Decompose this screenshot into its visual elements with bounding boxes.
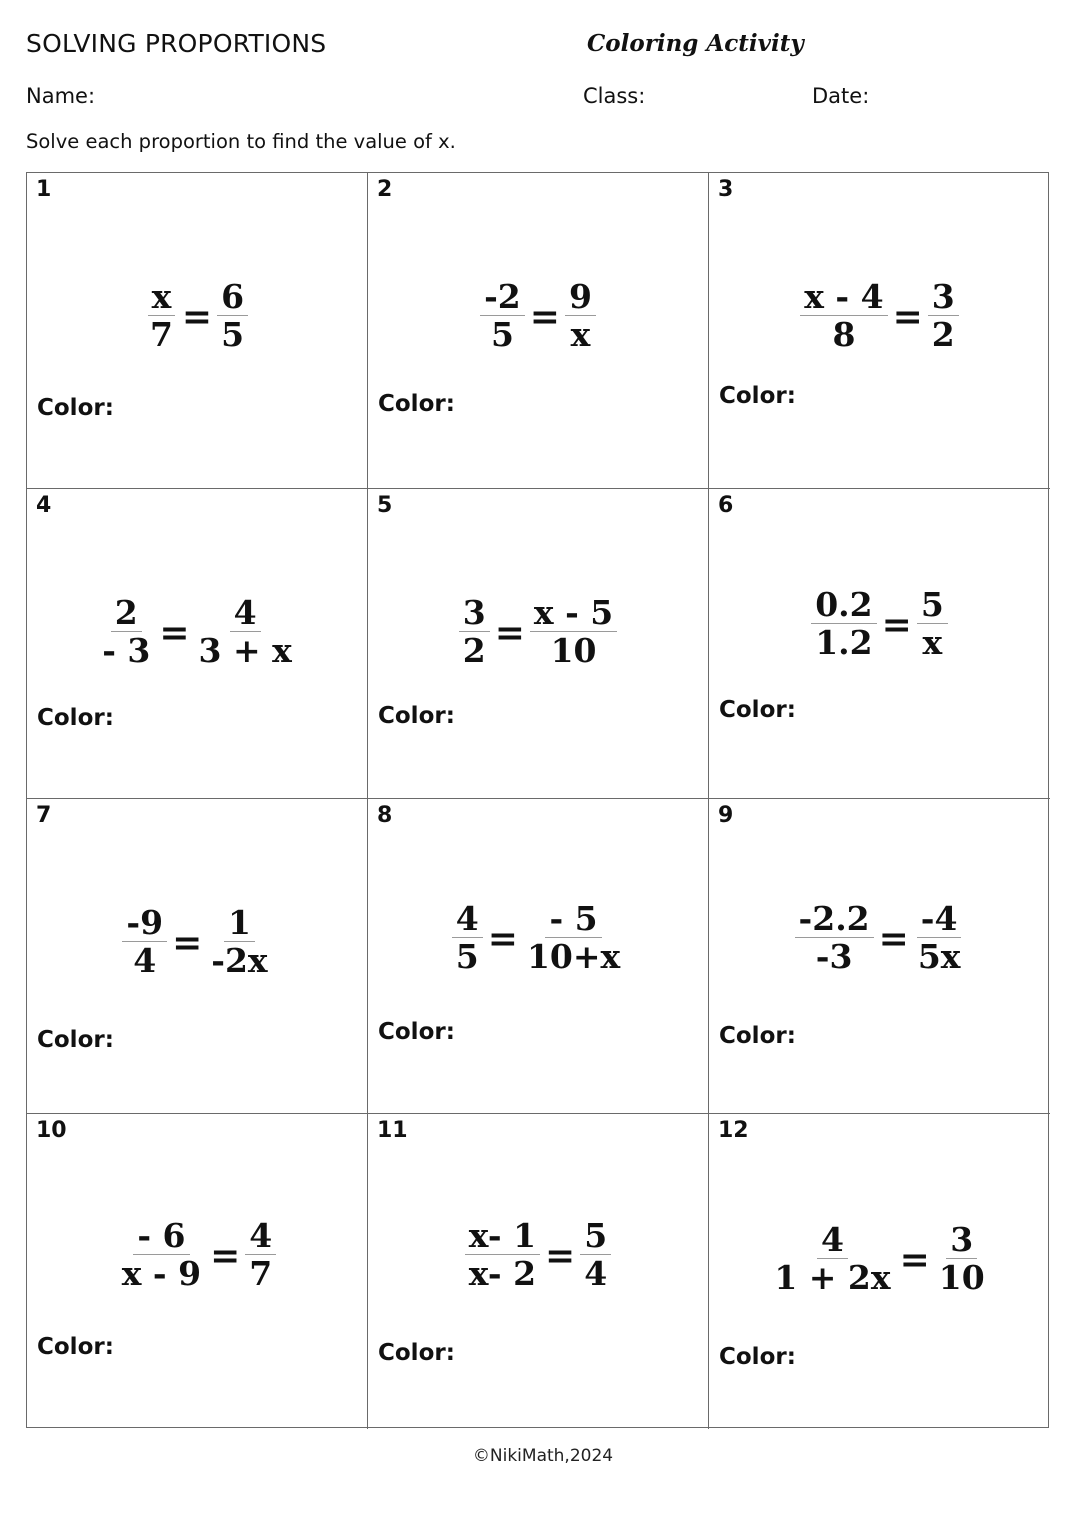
right-denominator: 4 — [584, 1254, 608, 1293]
color-label: Color: — [378, 703, 455, 729]
right-numerator: 3 — [946, 1222, 977, 1259]
left-denominator: -3 — [815, 937, 853, 976]
problem-number: 8 — [377, 803, 393, 828]
equals-sign: = — [172, 921, 203, 964]
left-denominator: 7 — [149, 315, 173, 354]
name-field-label: Name: — [26, 84, 96, 108]
equals-sign: = — [181, 295, 213, 338]
problem-cell — [368, 1114, 709, 1429]
right-denominator: 7 — [249, 1254, 273, 1293]
right-numerator: 5 — [580, 1218, 611, 1255]
problem-number: 3 — [718, 177, 734, 202]
proportion-equation — [709, 901, 1050, 976]
color-label: Color: — [37, 705, 114, 731]
problem-cell — [709, 799, 1050, 1114]
right-denominator: 2 — [931, 315, 955, 354]
color-label: Color: — [37, 1027, 114, 1053]
proportion-equation — [27, 595, 367, 670]
left-denominator: - 3 — [102, 631, 151, 670]
right-numerator: -4 — [917, 901, 962, 938]
right-denominator: -2x — [211, 941, 268, 980]
equals-sign: = — [899, 1238, 930, 1281]
left-denominator: 4 — [133, 941, 157, 980]
copyright-footer: ©NikiMath,2024 — [472, 1446, 614, 1466]
left-denominator: 5 — [455, 937, 479, 976]
right-numerator: - 5 — [545, 901, 601, 938]
left-numerator: -2 — [480, 279, 525, 316]
proportion-equation — [368, 1218, 708, 1293]
left-numerator: x- 1 — [465, 1218, 540, 1255]
problem-cell — [709, 489, 1050, 799]
equals-sign: = — [545, 1234, 576, 1277]
right-numerator: 4 — [230, 595, 261, 632]
right-denominator: x — [922, 623, 943, 662]
right-denominator: 5 — [221, 315, 245, 354]
proportion-equation — [27, 905, 367, 980]
problem-number: 4 — [36, 493, 52, 518]
problem-cell — [27, 799, 368, 1114]
left-numerator: 2 — [111, 595, 142, 632]
instructions: Solve each proportion to find the value of x. — [26, 130, 456, 153]
left-denominator: 1.2 — [815, 623, 873, 662]
problem-number: 7 — [36, 803, 52, 828]
proportion-equation — [709, 1222, 1050, 1297]
problem-cell — [368, 173, 709, 489]
proportion-equation — [368, 901, 708, 976]
class-field-label: Class: — [583, 84, 646, 108]
right-numerator: 6 — [217, 279, 248, 316]
right-denominator: 10 — [938, 1258, 985, 1297]
left-numerator: - 6 — [133, 1218, 189, 1255]
left-numerator: 4 — [452, 901, 483, 938]
proportion-equation — [27, 1218, 367, 1293]
problem-number: 2 — [377, 177, 393, 202]
proportion-equation — [709, 587, 1050, 662]
color-label: Color: — [719, 383, 796, 409]
color-label: Color: — [719, 697, 796, 723]
proportion-equation — [368, 595, 708, 670]
color-label: Color: — [378, 391, 455, 417]
left-denominator: 8 — [832, 315, 856, 354]
equals-sign: = — [159, 611, 190, 654]
equals-sign: = — [487, 917, 518, 960]
left-numerator: 3 — [459, 595, 490, 632]
equals-sign: = — [878, 917, 909, 960]
right-numerator: 5 — [917, 587, 948, 624]
problem-number: 10 — [36, 1118, 67, 1143]
color-label: Color: — [37, 395, 114, 421]
equals-sign: = — [892, 295, 923, 338]
equals-sign: = — [210, 1234, 241, 1277]
proportion-equation — [368, 279, 708, 354]
problem-cell — [368, 489, 709, 799]
equals-sign: = — [529, 295, 560, 338]
left-numerator: 4 — [817, 1222, 848, 1259]
right-numerator: 9 — [565, 279, 596, 316]
right-denominator: 10 — [550, 631, 597, 670]
right-numerator: x - 5 — [530, 595, 617, 632]
right-denominator: 5x — [917, 937, 961, 976]
problem-number: 1 — [36, 177, 52, 202]
right-denominator: 10+x — [526, 937, 621, 976]
problem-cell — [368, 799, 709, 1114]
problem-cell — [27, 173, 368, 489]
left-denominator: x- 2 — [468, 1254, 537, 1293]
left-numerator: -9 — [122, 905, 167, 942]
proportion-equation — [709, 279, 1050, 354]
right-numerator: 4 — [245, 1218, 276, 1255]
color-label: Color: — [719, 1023, 796, 1049]
problem-cell — [709, 173, 1050, 489]
equals-sign: = — [494, 611, 525, 654]
left-numerator: x - 4 — [800, 279, 887, 316]
color-label: Color: — [378, 1340, 455, 1366]
left-numerator: 0.2 — [811, 587, 876, 624]
equals-sign: = — [881, 603, 912, 646]
left-numerator: x — [148, 279, 176, 316]
problem-number: 12 — [718, 1118, 749, 1143]
proportion-equation — [27, 279, 367, 354]
date-field-label: Date: — [812, 84, 870, 108]
activity-subtitle: Coloring Activity — [587, 30, 804, 57]
problem-cell — [27, 489, 368, 799]
problem-cell — [27, 1114, 368, 1429]
problem-number: 11 — [377, 1118, 408, 1143]
problem-number: 6 — [718, 493, 734, 518]
left-numerator: -2.2 — [795, 901, 874, 938]
color-label: Color: — [378, 1019, 455, 1045]
problem-grid — [26, 172, 1049, 1428]
color-label: Color: — [719, 1344, 796, 1370]
left-denominator: 1 + 2x — [774, 1258, 891, 1297]
right-denominator: x — [570, 315, 591, 354]
right-denominator: 3 + x — [198, 631, 292, 670]
left-denominator: 2 — [462, 631, 486, 670]
right-numerator: 3 — [928, 279, 959, 316]
problem-number: 9 — [718, 803, 734, 828]
left-denominator: x - 9 — [121, 1254, 202, 1293]
page-title: SOLVING PROPORTIONS — [26, 29, 327, 58]
color-label: Color: — [37, 1334, 114, 1360]
problem-number: 5 — [377, 493, 393, 518]
left-denominator: 5 — [490, 315, 514, 354]
right-numerator: 1 — [224, 905, 255, 942]
problem-cell — [709, 1114, 1050, 1429]
